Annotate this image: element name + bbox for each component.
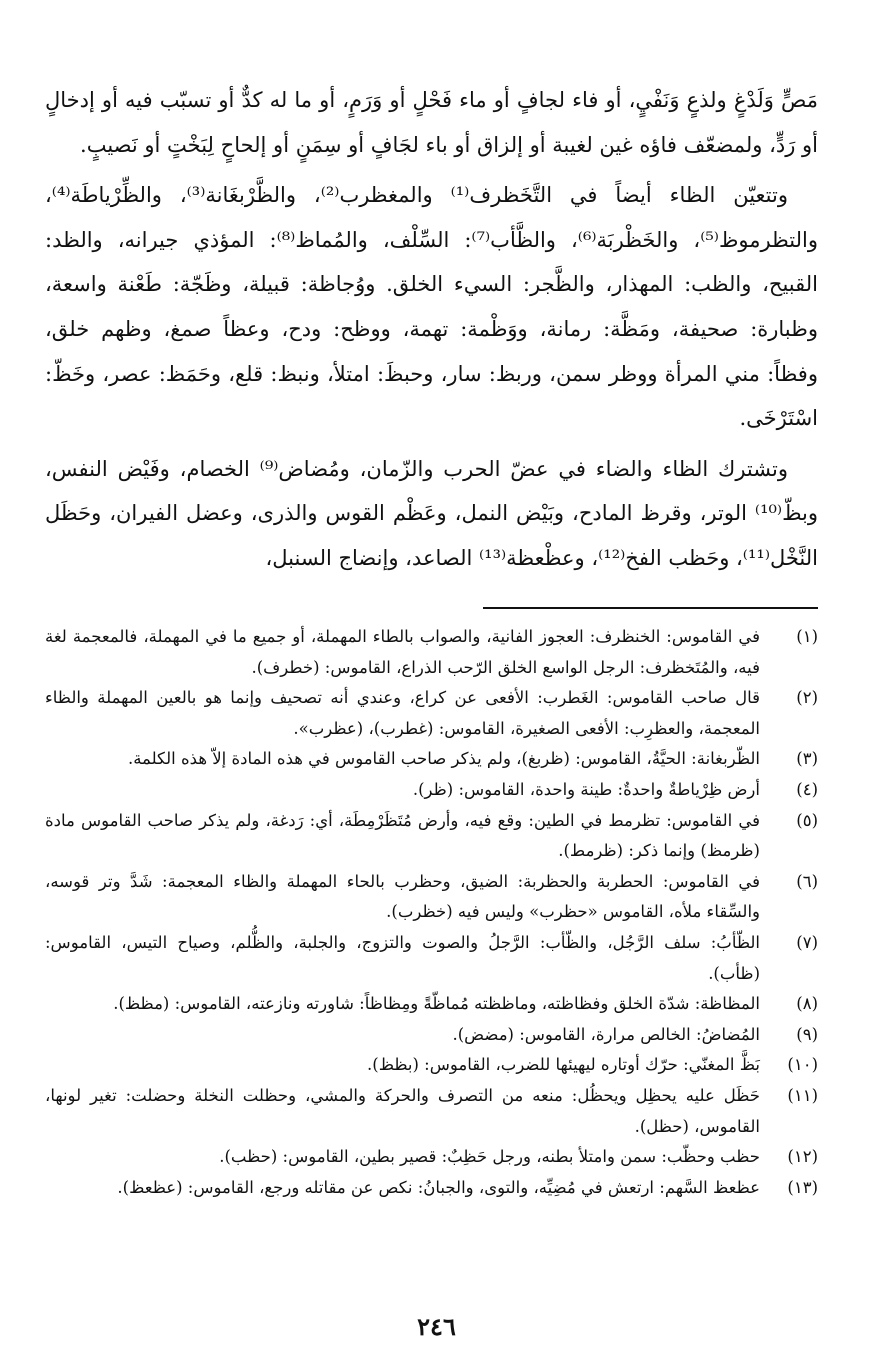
footnote: [45, 1081, 818, 1142]
footnote-number: (١٢): [787, 1147, 818, 1167]
footnote: [45, 989, 818, 1020]
footnote: [45, 1142, 818, 1173]
footnote-number: (٧): [796, 932, 818, 952]
footnote-number: (٥): [796, 810, 818, 830]
footnote-text: المظاظة: شدّة الخلق وفظاظته، وماظظته مُماظّةً ومِظاظاً: شاورته ونازعته، القاموس: (مظظ).: [113, 994, 760, 1014]
footnote: [45, 928, 818, 989]
footnote-text: في القاموس: الحطربة والحظربة: الضيق، وحظرب بالحاء المهملة والظاء المعجمة: شَدَّ وتر قوسه، والسِّقاء ملأه، القاموس «حظرب» وليس فيه (خظرب).: [45, 871, 760, 922]
footnote-number: (١٣): [787, 1177, 818, 1197]
footnote-text: في القاموس: تظرمط في الطين: وقع فيه، وأرض مُتَظَرْمِطَة، أي: رَدغة، ولم يذكر صاحب القاموس مادة (ظرمظ) وإنما ذكر: (ظرمط).: [45, 810, 760, 861]
paragraph: مَصٍّ وَلَدْغٍ ولذعٍ وَنَفْيٍ، أو فاء لجافٍ أو ماء فَحْلٍ أو وَرَمٍ، أو ما له كدٌّ أو تسبّب فيه أو إدخالٍ أو رَدٍّ، ولمضعّف فاؤه غين لغيبة أو إلزاق أو باء لجَافٍ أو سِمَنٍ أو إلحاحٍ لِبَخْتٍ أو نَصيبٍ.: [45, 88, 818, 157]
footnote-text: بَظَّ المغنّي: حرّك أوتاره ليهيئها للضرب، القاموس: (بظظ).: [367, 1055, 760, 1075]
main-text: [45, 78, 818, 581]
footnote-number: (٢): [796, 688, 818, 708]
paragraph: وتشترك الظاء والضاء في عضّ الحرب والزّمان، ومُضاض⁽⁹⁾ الخصام، وفَيْض النفس، وبظّ⁽¹⁰⁾ الوتر، وقرظ المادح، وبَيْض النمل، وعَظْم القوس والذرى، وعضل الفيران، وحَظَل النَّخْل⁽¹¹⁾، وحَظب الفخ⁽¹²⁾، وعظْعظة⁽¹³⁾ الصاعد، وإنضاج السنبل،: [45, 456, 818, 570]
page-number: ٢٤٦: [417, 1312, 456, 1341]
footnote: [45, 1020, 818, 1051]
paragraph: وتتعيّن الظاء أيضاً في التَّخَظرف⁽¹⁾ والمغظرب⁽²⁾، والظَّرْبغَانة⁽³⁾، والظِّرْياطَة⁽⁴⁾، والتظرموظ⁽⁵⁾، والخَظْربَة⁽⁶⁾، والظَّأب⁽⁷⁾: السِّلْف، والمُماظ⁽⁸⁾: المؤذي جيرانه، والظد: القبيح، والظب: المهذار، والظَّجر: السيء الخلق. ووُجاظة: قبيلة، وظَجّة: طَعْنة واسعة، وظبارة: صحيفة، ومَظَّة: رمانة، ووَظْمة: تهمة، ووظح: ودح، وعظاً صمغ، وظهم خلق، وفظاً: مني المرأة ووظر سمن، وربظ: سار، وحبظَ: امتلأ، ونبظ: قلع، وحَمَظ: عصر، وخَظّ: اسْتَرْخَى.: [45, 183, 818, 431]
footnote-separator: [483, 607, 818, 609]
footnote-number: (١): [796, 627, 818, 646]
footnote-number: (٦): [796, 871, 818, 891]
footnote-text: حَظَل عليه يحظِل ويحظُل: منعه من التصرف والحركة والمشي، وحظلت النخلة وحضلت: تغير لونها، القاموس، (حظل).: [45, 1085, 760, 1136]
footnote: [45, 867, 818, 928]
footnote-number: (٣): [796, 749, 818, 769]
footnote-text: حظب وحظّب: سمن وامتلأ بطنه، ورجل حَظِبٌ: قصير بطين، القاموس: (حظب).: [219, 1147, 760, 1167]
footnote-number: (١١): [787, 1085, 818, 1105]
footnote-number: (٩): [796, 1024, 818, 1044]
footnote-text: الظّأبُ: سلف الرَّجُل، والظّأب: الرَّجلُ والصوت والتزوج، والجلبة، والظُّلم، وصياح التيس، القاموس: (ظأب).: [45, 932, 760, 983]
footnote: [45, 683, 818, 744]
footnotes: [45, 622, 818, 1203]
footnote: [45, 1050, 818, 1081]
footnote-text: عظعظ السَّهم: ارتعش في مُضِيِّه، والتوى، والجبانُ: نكص عن مقاتله ورجع، القاموس: (عظعظ).: [117, 1177, 760, 1197]
footnote-text: المُضاضُ: الخالص مرارة، القاموس: (مضض).: [452, 1024, 760, 1044]
footnote-number: (٨): [796, 994, 818, 1014]
footnote: [45, 622, 818, 683]
footnote-number: (٤): [796, 779, 818, 799]
footnote: [45, 744, 818, 775]
footnote: [45, 1173, 818, 1204]
footnote-text: قال صاحب القاموس: الغَطرب: الأفعى عن كراع، وعندي أنه تصحيف وإنما هو بالعين المهملة والظاء المعجمة، والعظرِب: الأفعى الصغيرة، القاموس: (غطرب)، (عظرب».: [45, 688, 760, 738]
footnote: [45, 775, 818, 806]
footnote-text: الظّربغانة: الحيَّةُ، القاموس: (ظربغ)، ولم يذكر صاحب القاموس في هذه المادة إلاّ هذه الكلمة.: [127, 749, 760, 769]
footnote-text: أرض ظِرْياطةٌ واحدةٌ: طينة واحدة، القاموس: (ظر).: [412, 779, 760, 799]
footnote-text: في القاموس: الخنظرف: العجوز الفانية، والصواب بالطاء المهملة، أو جميع ما في المهملة، فالمعجمة لغة فيه، والمُتَخظرف: الرجل الواسع الخلق الرّحب الذراع، القاموس: (خطرف).: [45, 627, 760, 677]
footnote: [45, 806, 818, 867]
footnote-number: (١٠): [787, 1055, 818, 1075]
